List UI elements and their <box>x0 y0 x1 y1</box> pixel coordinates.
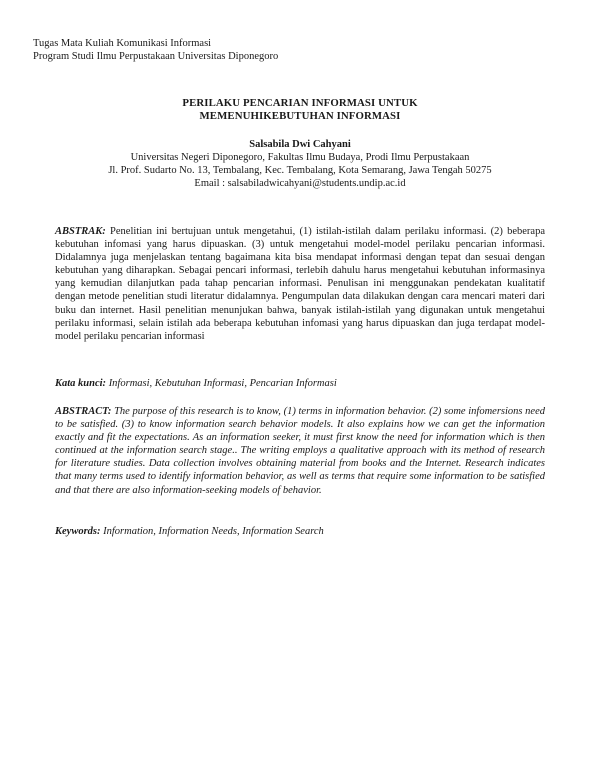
author-name: Salsabila Dwi Cahyani <box>249 139 351 150</box>
author-email: Email : salsabiladwicahyani@students.undip.ac.id <box>194 178 406 189</box>
kata-kunci-label: Kata kunci: <box>55 378 107 389</box>
abstract-label: ABSTRACT: <box>55 406 112 417</box>
abstract-text: The purpose of this research is to know, (1) terms in information behavior. (2) some infomersions need to be satisfied. (3) to know information search behavior models. It also explains how we can get the information exactly and fit the expectations. As an information seeker, it must first know the need for information which is then continued at the information search stage.. The writing employs a qualitative approach with its method of research for literature studies. Data collection involves obtaining material from books and the Internet. Research indicates that many terms used to identify information behavior, as well as terms that require some information to be satisfied and that there are also information-seeking models of behavior. <box>55 406 546 496</box>
abstrak-text: Penelitian ini bertujuan untuk mengetahui, (1) istilah-istilah dalam perilaku informasi. (2) beberapa kebutuhan infomasi yang harus dipuaskan. (3) untuk mengetahui model-model perilaku pencarian informasi. Didalamnya juga menjelaskan tentang bagaimana kita bisa mendapat informasi dengan tepat dan sesuai dengan kebutuhan yang diharapkan. Sebagai pencari informasi, terlebih dahulu harus mengetahui kebutuhan informasinya yang kemudian dilanjutkan pada tahap pencarian informasi. Penulisan ini menggunakan pendekatan kualitatif dengan metode penelitian studi literatur didalamnya. Pengumpulan data dilakukan dengan cara mencari materi dari buku dan internet. Hasil penelitian menunjukan bahwa, banyak istilah-istilah yang digunakan untuk mengetahui perilaku informasi, selain istilah ada beberapa kebutuhan infomasi yang harus dipuaskan dan juga terdapat model-model perilaku pencarian informasi <box>55 226 546 342</box>
author-affiliation-block <box>0 151 600 190</box>
course-name: Tugas Mata Kuliah Komunikasi Informasi <box>33 38 212 49</box>
abstrak-section <box>55 225 545 343</box>
kata-kunci-section <box>55 378 545 389</box>
title-line-1: PERILAKU PENCARIAN INFORMASI UNTUK <box>182 97 418 109</box>
author-address: Jl. Prof. Sudarto No. 13, Tembalang, Kec. Tembalang, Kota Semarang, Jawa Tengah 50275 <box>108 165 492 176</box>
paper-title <box>0 97 600 123</box>
keywords-label: Keywords: <box>55 526 101 537</box>
kata-kunci-text: Informasi, Kebutuhan Informasi, Pencarian Informasi <box>108 378 337 389</box>
course-header <box>33 37 278 63</box>
author-affiliation: Universitas Negeri Diponegoro, Fakultas Ilmu Budaya, Prodi Ilmu Perpustakaan <box>130 152 470 163</box>
keywords-section <box>55 526 545 537</box>
program-name: Program Studi Ilmu Perpustakaan Universitas Diponegoro <box>33 51 279 62</box>
keywords-text: Information, Information Needs, Information Search <box>103 526 324 537</box>
abstract-section <box>55 405 545 497</box>
title-line-2: MEMENUHIKEBUTUHAN INFORMASI <box>199 110 401 122</box>
abstrak-label: ABSTRAK: <box>55 226 106 237</box>
